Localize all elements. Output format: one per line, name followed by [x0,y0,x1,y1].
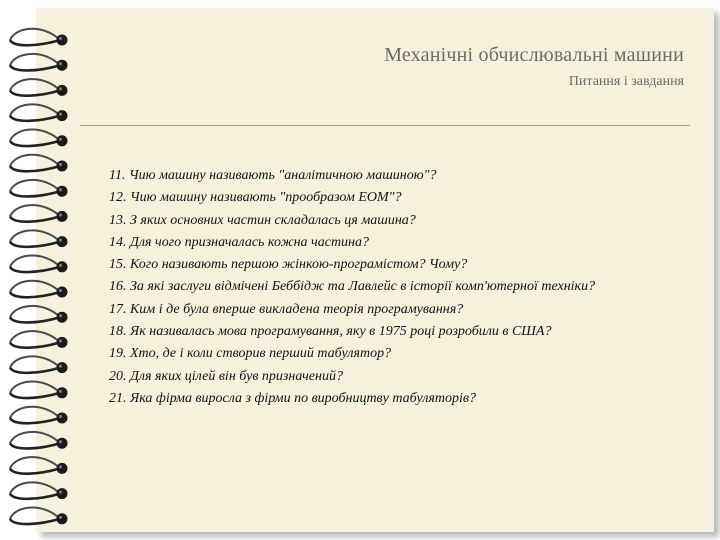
binding-ring [10,482,68,499]
binding-ring [10,155,68,172]
question-item: 12. Чию машину називають "прообразом ЕОМ"? [109,190,402,206]
binding-ring [10,432,68,449]
spiral-binding [0,0,80,540]
binding-ring [10,407,68,424]
binding-ring [10,457,68,474]
slide-title: Механічні обчислювальні машини [384,44,684,66]
question-item: 14. Для чого призначалась кожна частина? [109,234,370,250]
question-item: 15. Кого називають першою жінкою-програмістом? Чому? [109,257,468,273]
binding-ring [10,256,68,273]
question-item: 18. Як називалась мова програмування, яку в 1975 році розробили в США? [109,324,552,340]
binding-ring [10,306,68,323]
binding-ring [10,130,68,147]
binding-ring [10,104,68,121]
slide-subtitle: Питання і завдання [568,74,684,89]
binding-ring [10,281,68,298]
binding-ring [10,331,68,348]
question-list [78,165,648,410]
question-item: 16. За які заслуги відмічені Беббідж та Лавлейс в історії комп'ютерної техніки? [109,279,596,295]
question-item: 13. З яких основних частин складалась ця машина? [109,212,416,228]
question-item: 17. Ким і де була вперше викладена теорія програмування? [109,301,464,317]
binding-ring [10,356,68,373]
question-item: 20. Для яких цілей він був призначений? [109,368,343,384]
question-item: 21. Яка фірма виросла з фірми по виробництву табуляторів? [109,390,477,406]
binding-ring [10,230,68,247]
title-divider [80,125,690,126]
binding-ring [10,79,68,96]
binding-ring [10,29,68,46]
binding-ring [10,508,68,525]
question-item: 11. Чию машину називають "аналітичною машиною"? [109,168,437,183]
binding-ring [10,205,68,222]
question-item: 19. Хто, де і коли створив перший табулятор? [109,346,392,362]
binding-ring [10,54,68,71]
binding-ring [10,382,68,399]
binding-ring [10,180,68,197]
